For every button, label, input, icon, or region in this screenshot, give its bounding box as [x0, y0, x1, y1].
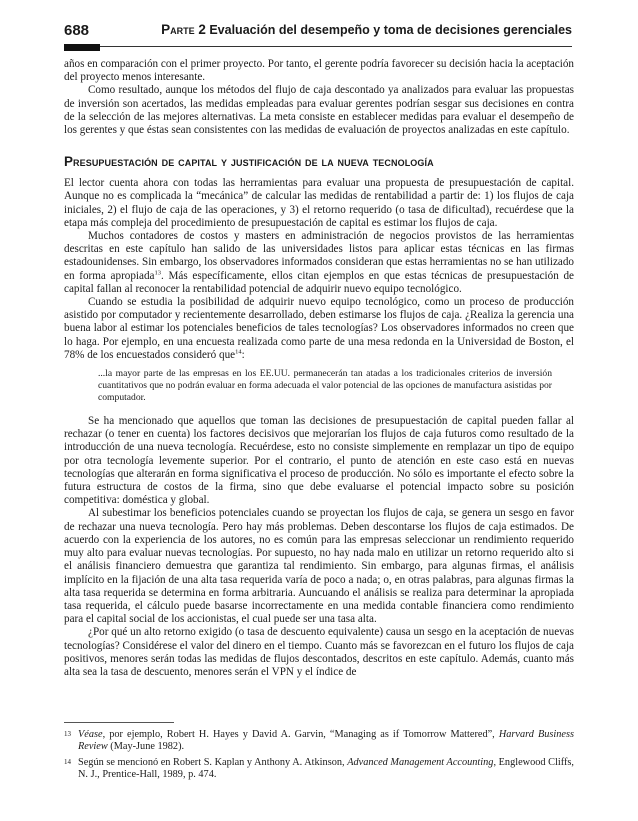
paragraph-5-b: :	[241, 348, 245, 361]
footnote-text	[78, 729, 574, 754]
running-title	[161, 22, 572, 37]
footnote-ref-13: 13	[154, 268, 161, 276]
paragraph-6: Se ha mencionado que aquellos que toman las decisiones de presupuestación de capital pueden fallar al rechazar (o tener en cuenta) los factores decisivos que mejorarían los flujos de caja futuros como resultado de la introducción de una nueva tecnología. Recuérdese, esto no consiste simplemente en remplazar un tipo de equipo por otra tecnología levemente superior. Por el contrario, el punto de atención en este caso está en nuevas tecnologías que alterarán en forma significativa el proceso de producción. No sólo es importante el efecto sobre la futura estructura de costos de la firma, sino que debe evaluarse el potencial impacto sobre su posición competitiva: doméstica y global.	[64, 415, 574, 507]
running-title-part: Parte 2	[161, 22, 206, 37]
header-rule-bar	[64, 44, 100, 51]
paragraph-4-b: . Más específicamente, ellos citan ejemplos en que estas técnicas de presupuestación de capital fallan al reconocer la rentabilidad potencial de adquirir nuevo equipo tecnológico.	[64, 269, 574, 295]
paragraph-5	[64, 296, 574, 362]
paragraph-5-a: Cuando se estudia la posibilidad de adquirir nuevo equipo tecnológico, como un proceso de producción asistido por computador y recientemente desarrollado, deben estimarse los flujos de caja. ¿Realiza la gerencia una buena labor al estimar los potenciales beneficios de tales tecnologías? Los observadores informados no creen que lo haga. Por ejemplo, en una encuesta realizada como parte de una mesa redonda en la Universidad de Boston, el 78% de los encuestados consideró que	[64, 296, 574, 361]
footnote-tail: (May-June 1982).	[107, 741, 185, 753]
page-header	[64, 22, 572, 44]
section-title: Presupuestación de capital y justificación de la nueva tecnología	[64, 154, 434, 170]
footnote-lead: Véase	[78, 729, 103, 740]
paragraph-1: años en comparación con el primer proyecto. Por tanto, el gerente podría favorecer su decisión hacia la aceptación del proyecto menos interesante.	[64, 58, 574, 84]
paragraph-4-a: Muchos contadores de costos y masters en administración de negocios provistos de las herramientas descritas en este capítulo han salido de las universidades listos para aplicar estas técnicas en las firmas estadounidenses. Sin embargo, los observadores informados consideran que estas herramientas no se han utilizado en forma apropiada	[64, 230, 574, 282]
footnote-number: 14	[64, 757, 71, 766]
footnote-13	[64, 729, 574, 754]
paragraph-7: Al subestimar los beneficios potenciales cuando se proyectan los flujos de caja, se genera un sesgo en favor de rechazar una nueva tecnología. Pero hay más problemas. Deben descontarse los flujos de caja estimados. De acuerdo con la experiencia de los autores, no es común para las empresas seleccionar un rendimiento requerido muy alto para evaluar nuevas tecnologías. Por supuesto, no hay nada malo en utilizar un retorno requerido alto si el análisis financiero demuestra que garantiza tal rendimiento. Sin embargo, para algunas firmas, el análisis implícito en la fijación de una alta tasa requerida varía de poco a nada; o, en otras palabras, para algunas firmas la alta tasa requerida se determina en forma arbitraria. Auncuando el análisis se realiza para determinar la apropiada tasa requerida, el cálculo puede basarse incorrectamente en una medida contable financiera como rendimiento para el capital social de los accionistas, el cual puede ser una tasa alta.	[64, 507, 574, 626]
footnote-source: Advanced Management Accounting	[347, 756, 494, 768]
paragraph-3: El lector cuenta ahora con todas las herramientas para evaluar una propuesta de presupuestación de capital. Aunque no es complicada la “mecánica” de calcular las medidas de rentabilidad a partir de: 1) los flujos de caja iniciales, 2) el flujo de caja de las operaciones, y 3) el retorno requerido (o tasa de dificultad), recuérdese que la etapa más compleja del procedimiento de presupuestación de capital es estimar los flujos de caja.	[64, 177, 574, 229]
footnote-rule	[64, 722, 174, 723]
footnote-body: Según se mencionó en Robert S. Kaplan y Anthony A. Atkinson,	[78, 756, 348, 768]
running-title-text: Evaluación del desempeño y toma de decisiones gerenciales	[205, 23, 572, 37]
paragraph-2: Como resultado, aunque los métodos del flujo de caja descontado ya analizados para evaluar las propuestas de inversión son acertados, las medidas empleadas para evaluar gerentes podrían sesgar sus decisiones en contra de la selección de las mejores alternativas. La meta consiste en establecer medidas para evaluar el desempeño de los gerentes y que éstas sean consistentes con las medidas de evaluación de proyectos analizadas en este capítulo.	[64, 84, 574, 137]
header-rule-line	[100, 46, 572, 47]
footnote-ref-14: 14	[235, 348, 242, 356]
footnote-number: 13	[64, 730, 71, 738]
footnote-body: , por ejemplo, Robert H. Hayes y David A. Garvin, “Managing as if Tomorrow Mattered”,	[102, 729, 499, 740]
footnote-14	[64, 757, 574, 782]
footnote-text	[78, 757, 574, 782]
paragraph-4	[64, 230, 574, 296]
body-text	[64, 58, 574, 679]
footnotes	[64, 729, 574, 784]
footnote-tail: , Englewood Cliffs, N. J., Prentice-Hall, 1989, p. 474.	[78, 756, 574, 780]
block-quote: ...la mayor parte de las empresas en los EE.UU. permanecerán tan atadas a los tradicionales criterios de inversión cuantitativos que no podrán evaluar en forma adecuada el valor potencial de las opciones de manufactura asistidas por computador.	[98, 368, 552, 404]
page-number: 688	[64, 22, 90, 39]
paragraph-8: ¿Por qué un alto retorno exigido (o tasa de descuento equivalente) causa un sesgo en la aceptación de nuevas tecnologías? Considérese el valor del dinero en el tiempo. Cuanto más se favorezcan en el futuro los flujos de caja positivos, menores serán todas las medidas de flujos descontados, descritos en este capítulo. Además, cuanto más alta sea la tasa de descuento, menores serán el VPN y el índice de	[64, 626, 574, 678]
footnote-source: Harvard Business Review	[78, 729, 574, 753]
